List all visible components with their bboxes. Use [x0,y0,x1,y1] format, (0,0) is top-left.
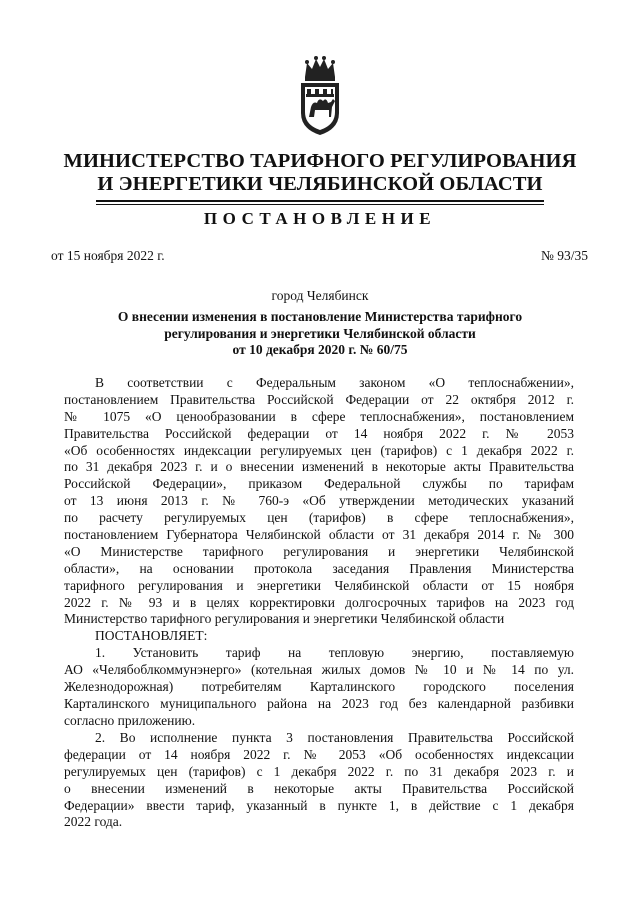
item-1-paragraph [64,645,574,729]
subject-line: от 10 декабря 2020 г. № 60/75 [232,342,408,357]
text-line: Правительства Российской федерации от 14 ноября 2022 г. № 2053 [64,425,574,441]
text-line: области», на основании протокола заседания Правления Министерства [64,560,574,576]
text-line: согласно приложению. [64,712,196,728]
subject-line: регулирования и энергетики Челябинской области [164,325,476,341]
text-line: 2. Во исполнение пункта 3 постановления Правительства Российской [95,730,574,745]
header-divider-thick [96,200,544,202]
text-line: 2022 г. № 93 и в целях корректировки долгосрочных тарифов на 2023 год [64,594,574,610]
text-line: регулируемых цен (тарифов) с 1 декабря 2022 г. по 31 декабря 2023 г. и [64,763,574,779]
text-line: В соответствии с Федеральным законом «О теплоснабжении», [95,375,574,390]
preamble-paragraph [64,375,574,645]
text-line: Федерации» ввести тариф, указанный в пункте 1, в действие с 1 декабря [64,797,574,813]
text-line: Железнодорожная) потребителям Карталинского городского поселения [64,678,574,694]
item-2-paragraph [64,730,574,831]
text-line: по расчету регулируемых цен (тарифов) в сфере теплоснабжения», [64,510,574,526]
text-line: постановлением Правительства Российской Федерации от 22 октября 2012 г. [64,391,574,407]
text-line: 2022 года. [64,814,123,830]
text-line: по 31 декабря 2023 г. и о внесении изменений в некоторые акты Правительства [64,459,574,475]
document-city: город Челябинск [271,288,369,303]
text-line: № 1075 «О ценообразовании в сфере теплоснабжения», постановлением [64,408,574,424]
text-line: тарифного регулирования и энергетики Челябинской области от 15 ноября [64,577,574,593]
ministry-name-line-2: И ЭНЕРГЕТИКИ ЧЕЛЯБИНСКОЙ ОБЛАСТИ [97,173,543,195]
chelyabinsk-coat-of-arms-icon [293,55,347,137]
text-line: Российской Федерации», приказом Федеральной службы по тарифам [64,476,574,492]
header-divider-thin [96,204,544,205]
document-subject [70,309,570,359]
document-type-title: ПОСТАНОВЛЕНИЕ [203,209,437,228]
document-number: № 93/35 [540,248,588,263]
subject-line: О внесении изменения в постановление Министерства тарифного [117,309,523,324]
text-line: о внесении изменений в некоторые акты Правительства Российской [64,780,574,796]
text-line: постановлением Губернатора Челябинской области от 31 декабря 2014 г. № 300 [64,527,574,543]
text-line: федерации от 14 ноября 2022 г. № 2053 «Об особенностях индексации [64,746,574,762]
text-line: от 13 июня 2013 г. № 760-э «Об утверждении методических указаний [64,493,574,509]
text-line: 1. Установить тариф на тепловую энергию, поставляемую [95,645,574,660]
document-date: от 15 ноября 2022 г. [51,248,165,263]
resolution-keyword: ПОСТАНОВЛЯЕТ: [95,628,208,644]
text-line: «О Министерстве тарифного регулирования и энергетики Челябинской [64,543,574,559]
text-line: АО «Челябоблкоммунэнерго» (котельная жилых домов № 10 и № 14 по ул. [64,661,574,677]
text-line: «Об особенностях индексации регулируемых цен (тарифов) с 1 декабря 2022 г. [64,442,574,458]
ministry-name-line-1: МИНИСТЕРСТВО ТАРИФНОГО РЕГУЛИРОВАНИЯ [63,150,577,172]
text-line: Карталинского муниципального района на 2023 год без календарной разбивки [64,695,574,711]
text-line: Министерство тарифного регулирования и энергетики Челябинской области [64,611,505,627]
